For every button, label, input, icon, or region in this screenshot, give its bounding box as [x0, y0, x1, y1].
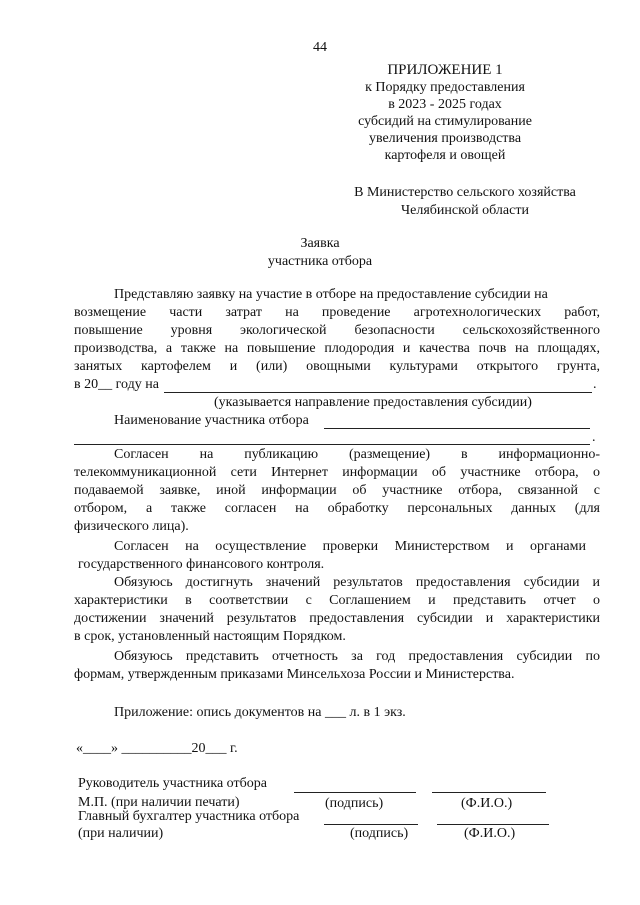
signature-caption: (подпись)	[350, 826, 409, 841]
paragraph-line: повышение уровня экологической безопасности сельскохозяйственного	[74, 323, 600, 338]
paragraph-line: характеристики в соответствии с Соглашением и представить отчет о	[74, 593, 600, 608]
approval-line: к Порядку предоставления	[365, 80, 525, 95]
period: .	[592, 430, 596, 445]
head-signature-field[interactable]	[294, 791, 416, 793]
paragraph-line: Представляю заявку на участие в отборе на предоставление субсидии на	[114, 287, 548, 302]
head-label: Руководитель участника отбора	[78, 776, 267, 791]
participant-name-field-2[interactable]	[74, 443, 590, 445]
period: .	[593, 377, 597, 392]
date-line: «____» __________20___ г.	[76, 741, 238, 756]
paragraph-line: физического лица).	[74, 519, 189, 534]
paragraph-line: Обязуюсь представить отчетность за год предоставления субсидии по	[114, 649, 600, 664]
approval-line: субсидий на стимулирование	[358, 114, 532, 129]
appendix-title: ПРИЛОЖЕНИЕ 1	[387, 62, 503, 78]
paragraph-line: Согласен на публикацию (размещение) в информационно-	[114, 447, 600, 462]
paragraph-line: Обязуюсь достигнуть значений результатов предоставления субсидии и	[114, 575, 600, 590]
direction-field[interactable]	[164, 391, 592, 393]
paragraph-line: формам, утвержденным приказами Минсельхоза России и Министерства.	[74, 667, 515, 682]
signature-caption: (подпись)	[325, 796, 384, 811]
paragraph-line: возмещение части затрат на проведение агротехнологических работ,	[74, 305, 600, 320]
accountant-fio-field[interactable]	[437, 823, 549, 825]
approval-header	[330, 62, 560, 164]
direction-hint: (указывается направление предоставления субсидии)	[214, 395, 532, 410]
paragraph-line: телекоммуникационной сети Интернет информации об участнике отбора, о	[74, 465, 600, 480]
page-number: 44	[313, 40, 327, 55]
paragraph-line: отбором, а также согласен на обработку персональных данных (для	[74, 501, 600, 516]
paragraph-line: в 20__ году на	[74, 377, 159, 392]
title-line: Заявка	[300, 236, 340, 251]
approval-line: в 2023 - 2025 годах	[388, 97, 502, 112]
subtitle-line: участника отбора	[267, 254, 373, 269]
attachment-note: Приложение: опись документов на ___ л. в 1 экз.	[114, 705, 406, 720]
participant-name-field[interactable]	[324, 427, 590, 429]
paragraph-line: государственного финансового контроля.	[78, 557, 325, 572]
document-title	[0, 235, 640, 271]
stamp-label: М.П. (при наличии печати)	[78, 795, 240, 810]
paragraph-line: в срок, установленный настоящим Порядком.	[74, 629, 346, 644]
recipient-line: Челябинской области	[401, 203, 529, 218]
paragraph-line: Согласен на осуществление проверки Министерством и органами	[114, 539, 586, 554]
accountant-label: Главный бухгалтер участника отбора	[78, 809, 300, 824]
paragraph-line: занятых картофелем и (или) овощными культурами открытого грунта,	[74, 359, 600, 374]
approval-line: картофеля и овощей	[384, 148, 506, 163]
paragraph-line: производства, а также на повышение плодородия и качества почв на площадях,	[74, 341, 600, 356]
paragraph-line: достижении значений результатов предоставления субсидии и характеристики	[74, 611, 600, 626]
approval-line: увеличения производства	[368, 131, 522, 146]
accountant-note: (при наличии)	[78, 826, 164, 841]
participant-name-label: Наименование участника отбора	[114, 413, 309, 428]
fio-caption: (Ф.И.О.)	[464, 826, 516, 841]
recipient-block	[330, 184, 600, 220]
accountant-signature-field[interactable]	[324, 823, 418, 825]
recipient-line: В Министерство сельского хозяйства	[354, 185, 576, 200]
fio-caption: (Ф.И.О.)	[461, 796, 513, 811]
paragraph-line: подаваемой заявке, иной информации об участнике отбора, связанной с	[74, 483, 600, 498]
head-fio-field[interactable]	[432, 791, 546, 793]
